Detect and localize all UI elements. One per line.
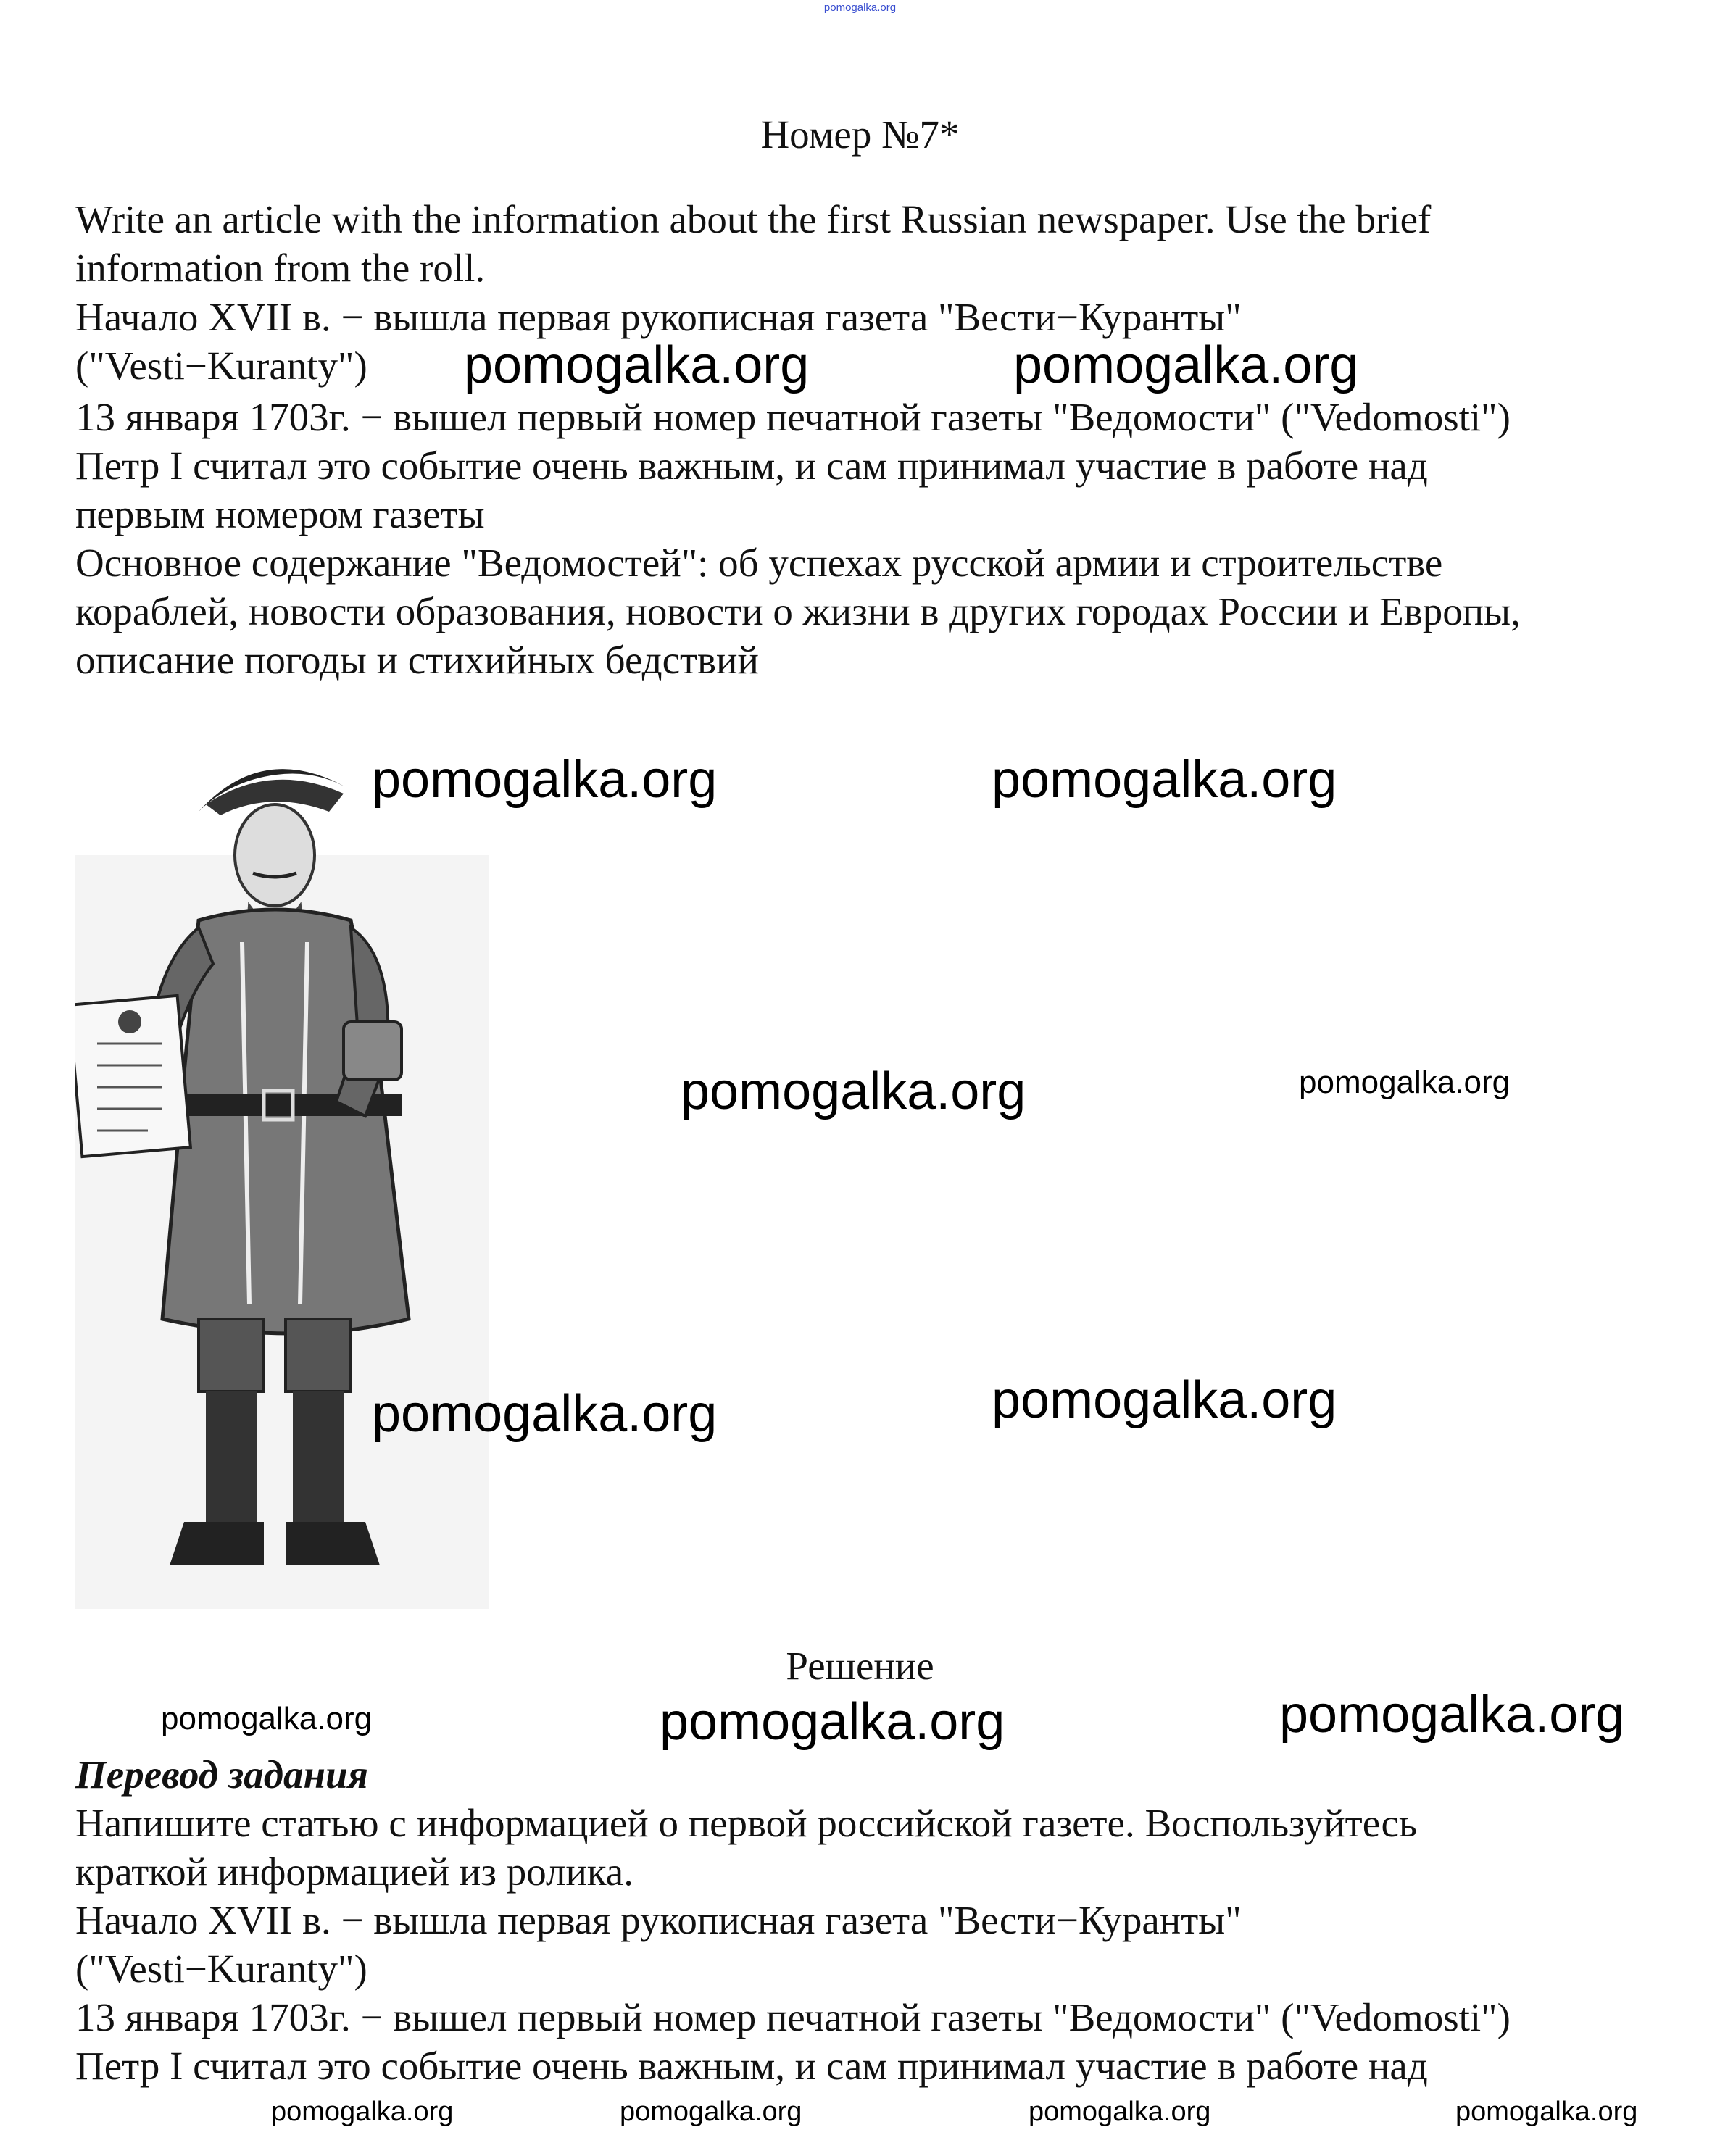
watermark: pomogalka.org [1279,1686,1625,1744]
watermark: pomogalka.org [1455,2097,1638,2127]
watermark: pomogalka.org [992,1371,1337,1429]
task-line: Write an article with the information about the first Russian newspaper. Use the brief [75,197,1432,241]
peter-illustration [75,725,489,1609]
watermark: pomogalka.org [372,751,718,809]
watermark: pomogalka.org [660,1693,1005,1751]
watermark: pomogalka.org [161,1701,373,1736]
task-line: Основное содержание "Ведомостей": об успехах русской армии и строительстве [75,541,1443,585]
task-line: Петр I считал это событие очень важным, и сам принимал участие в работе над [75,444,1428,488]
task-line: information from the roll. [75,246,486,290]
watermark: pomogalka.org [372,1385,718,1443]
translation-line: Начало XVII в. − вышла первая рукописная газета "Вести−Куранты" [75,1898,1242,1942]
top-watermark: pomogalka.org [823,1,897,14]
translation-line: ("Vesti−Kuranty") [75,1947,367,1991]
translation-line: краткой информацией из ролика. [75,1849,633,1894]
task-line: описание погоды и стихийных бедствий [75,638,759,682]
page-title: Номер №7* [760,112,960,157]
task-line: ("Vesti−Kuranty") [75,344,367,388]
watermark: pomogalka.org [271,2097,454,2127]
task-line: первым номером газеты [75,492,485,536]
task-line: 13 января 1703г. − вышел первый номер печатной газеты "Ведомости" ("Vedomosti") [75,395,1511,439]
watermark: pomogalka.org [681,1062,1026,1120]
watermark: pomogalka.org [1029,2097,1211,2127]
translation-line: Напишите статью с информацией о первой российской газете. Воспользуйтесь [75,1801,1417,1845]
translation-heading: Перевод задания [75,1752,368,1797]
watermark: pomogalka.org [620,2097,802,2127]
task-line: Начало XVII в. − вышла первая рукописная газета "Вести−Куранты" [75,295,1242,339]
translation-line: Петр I считал это событие очень важным, и сам принимал участие в работе над [75,2044,1428,2088]
solution-heading: Решение [786,1644,934,1688]
translation-line: 13 января 1703г. − вышел первый номер печатной газеты "Ведомости" ("Vedomosti") [75,1995,1511,2039]
watermark: pomogalka.org [464,336,810,394]
watermark: pomogalka.org [1013,336,1359,394]
task-line: кораблей, новости образования, новости о жизни в других городах России и Европы, [75,589,1521,633]
watermark: pomogalka.org [1299,1065,1511,1100]
watermark: pomogalka.org [992,751,1337,809]
